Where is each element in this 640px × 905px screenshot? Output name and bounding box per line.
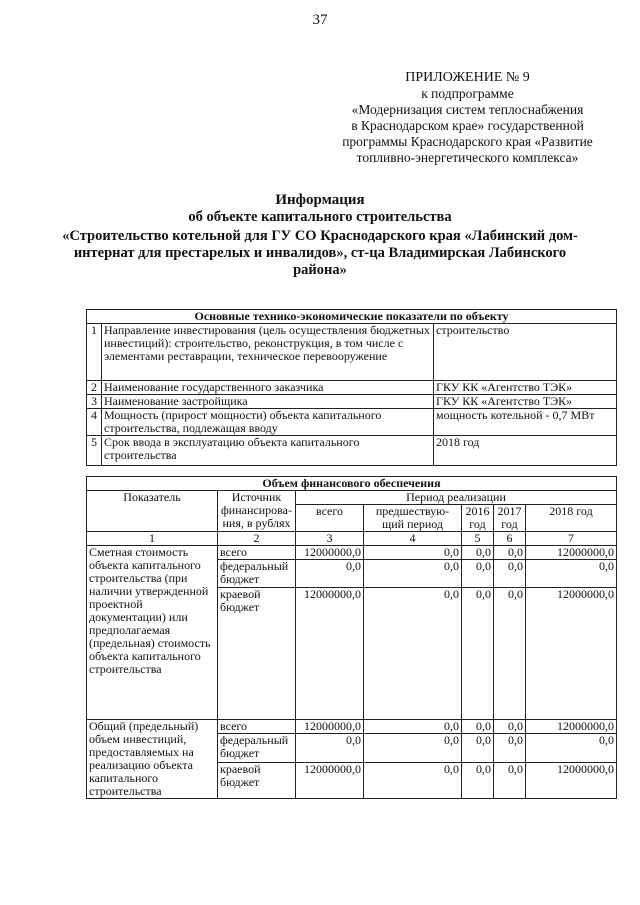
y2017-cell: 0,0 [494, 720, 526, 734]
row-value: ГКУ КК «Агентство ТЭК» [434, 381, 617, 395]
table-row [87, 381, 617, 395]
appendix-line: в Краснодарском крае» государственной [351, 118, 584, 133]
y2016-cell: 0,0 [462, 734, 494, 762]
y2018-cell: 12000000,0 [526, 588, 617, 720]
total-cell: 12000000,0 [296, 588, 364, 720]
appendix-line: «Модернизация систем теплоснабжения [351, 102, 584, 117]
total-cell: 0,0 [296, 560, 364, 588]
col-2017-header: 2017 год [494, 505, 526, 532]
y2016-cell: 0,0 [462, 588, 494, 720]
appendix-line: программы Краснодарского края «Развитие [342, 134, 593, 149]
y2016-cell: 0,0 [462, 546, 494, 560]
total-cell: 12000000,0 [296, 546, 364, 560]
y2018-cell: 12000000,0 [526, 720, 617, 734]
y2018-cell: 12000000,0 [526, 546, 617, 560]
total-cell: 0,0 [296, 734, 364, 762]
row-value: мощность котельной - 0,7 МВт [434, 409, 617, 436]
prev-cell: 0,0 [364, 720, 462, 734]
col-2016-header: 2016 год [462, 505, 494, 532]
total-cell: 12000000,0 [296, 762, 364, 798]
row-number: 3 [87, 395, 102, 409]
row-label: Мощность (прирост мощности) объекта капитального строительства, подлежащая вводу [102, 409, 434, 436]
col-source-header: Источник финансирова-ния, в рублях [218, 491, 296, 532]
y2018-cell: 0,0 [526, 734, 617, 762]
table-row [87, 546, 617, 560]
col-number: 4 [364, 532, 462, 546]
y2017-cell: 0,0 [494, 762, 526, 798]
row-label: Срок ввода в эксплуатацию объекта капитального строительства [102, 436, 434, 466]
source-cell: всего [218, 720, 296, 734]
y2018-cell: 0,0 [526, 560, 617, 588]
appendix-line: топливно-энергетического комплекса» [356, 150, 579, 165]
row-number: 5 [87, 436, 102, 466]
prev-cell: 0,0 [364, 588, 462, 720]
row-value: строительство [434, 324, 617, 381]
col-indicator-header: Показатель [87, 491, 218, 532]
y2017-cell: 0,0 [494, 588, 526, 720]
row-label: Наименование застройщика [102, 395, 434, 409]
source-cell: краевой бюджет [218, 588, 296, 720]
row-label: Наименование государственного заказчика [102, 381, 434, 395]
y2016-cell: 0,0 [462, 762, 494, 798]
appendix-title: ПРИЛОЖЕНИЕ № 9 [405, 70, 530, 85]
col-total-header: всего [296, 505, 364, 532]
title-line-1: Информация [275, 192, 365, 208]
finance-header: Объем финансового обеспечения [87, 477, 617, 491]
y2018-cell: 12000000,0 [526, 762, 617, 798]
prev-cell: 0,0 [364, 546, 462, 560]
table-row [87, 324, 617, 381]
col-2018-header: 2018 год [526, 505, 617, 532]
row-number: 4 [87, 409, 102, 436]
col-number: 1 [87, 532, 218, 546]
table-row [87, 436, 617, 466]
prev-cell: 0,0 [364, 762, 462, 798]
col-number: 3 [296, 532, 364, 546]
row-label: Направление инвестирования (цель осуществления бюджетных инвестиций): строительство, реконструкция, в том числе с элементами реставрации, техническое перевооружение [102, 324, 434, 381]
col-number: 6 [494, 532, 526, 546]
group-label: Общий (предельный) объем инвестиций, предоставляемых на реализацию объекта капитального строительства [87, 720, 218, 799]
finance-table [86, 476, 617, 799]
row-value: ГКУ КК «Агентство ТЭК» [434, 395, 617, 409]
appendix-line: к подпрограмме [421, 86, 514, 101]
y2016-cell: 0,0 [462, 560, 494, 588]
col-period-header: Период реализации [296, 491, 617, 505]
col-number: 2 [218, 532, 296, 546]
page-number: 37 [312, 12, 328, 28]
y2016-cell: 0,0 [462, 720, 494, 734]
source-cell: краевой бюджет [218, 762, 296, 798]
y2017-cell: 0,0 [494, 734, 526, 762]
prev-cell: 0,0 [364, 734, 462, 762]
title-line-2: об объекте капитального строительства [188, 209, 452, 225]
table-row [87, 395, 617, 409]
title-line-3: «Строительство котельной для ГУ СО Краснодарского края «Лабинский дом-интернат для престарелых и инвалидов», ст-ца Владимирская Лабинского района» [62, 228, 578, 278]
source-cell: федеральный бюджет [218, 734, 296, 762]
table-row [87, 720, 617, 734]
appendix-block [300, 70, 635, 166]
row-value: 2018 год [434, 436, 617, 466]
source-cell: всего [218, 546, 296, 560]
y2017-cell: 0,0 [494, 560, 526, 588]
col-number: 5 [462, 532, 494, 546]
document-title [60, 192, 580, 279]
indicators-table [86, 309, 617, 466]
table-row [87, 409, 617, 436]
y2017-cell: 0,0 [494, 546, 526, 560]
group-label: Сметная стоимость объекта капитального строительства (при наличии утвержденной проектной документации) или предполагаемая (предельная) стоимость объекта капитального строительства [87, 546, 218, 720]
row-number: 1 [87, 324, 102, 381]
row-number: 2 [87, 381, 102, 395]
indicators-header: Основные технико-экономические показатели по объекту [87, 310, 617, 324]
col-number: 7 [526, 532, 617, 546]
total-cell: 12000000,0 [296, 720, 364, 734]
prev-cell: 0,0 [364, 560, 462, 588]
col-prev-header: предшествую-щий период [364, 505, 462, 532]
source-cell: федеральный бюджет [218, 560, 296, 588]
